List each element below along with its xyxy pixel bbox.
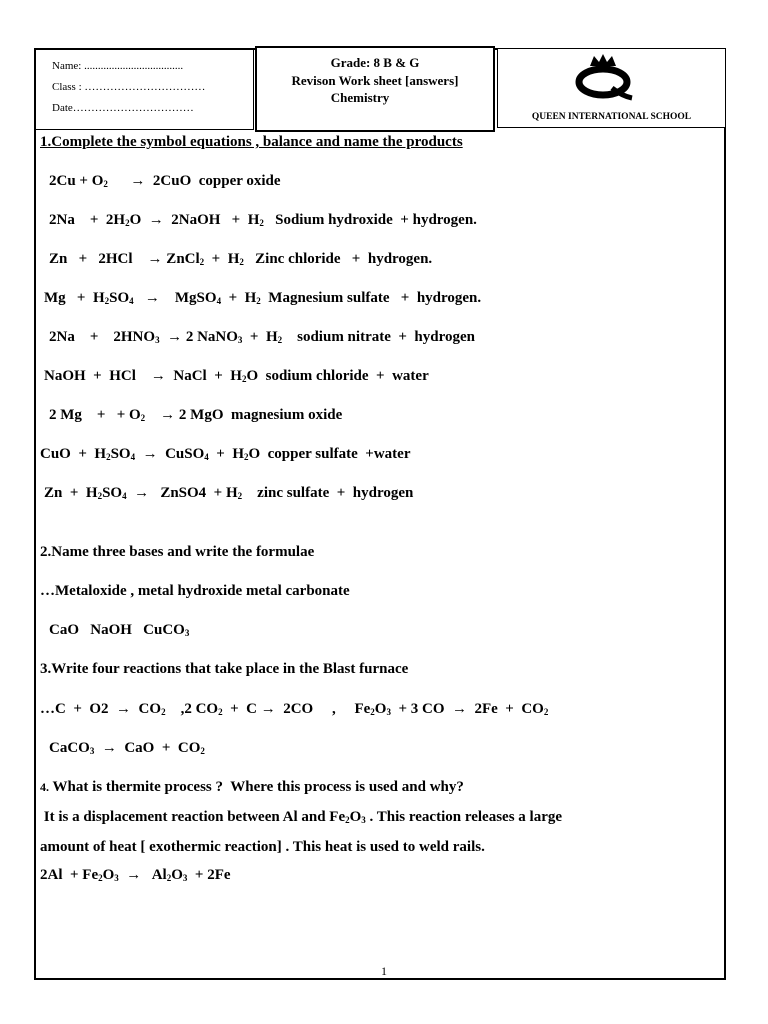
q2-formulae: CaO NaOH CuCO$_3$ <box>49 622 190 638</box>
q4-equation: $2Al + Fe_2O_3 \to Al_2O_3 + 2Fe$ <box>40 867 231 883</box>
worksheet-title: Revison Work sheet [answers] <box>291 73 459 88</box>
q3-reactions-line-1: …C + $O2 \to CO_2$ ,2 $CO_2 + C \to 2CO$ , $Fe_2O_3 + 3$ CO → $2Fe + CO_2$ <box>40 701 549 717</box>
q2-heading: 2.Name three bases and write the formulae <box>40 544 315 560</box>
name-field[interactable]: Name: .................................... <box>52 60 184 72</box>
q3-reactions-line-2: CaCO$_3$ → CaO + $CO_2$ <box>49 740 205 756</box>
q4-answer-line-1: It is a displacement reaction between Al and $Fe_2O_3$ . This reaction releases a large <box>40 809 563 825</box>
class-field[interactable]: Class : …………………………… <box>52 81 206 93</box>
equation-1: $2Cu + O_2$ → 2CuO copper oxide <box>49 173 281 189</box>
equation-5: 2Na + $2HNO_3 \to 2$ NaNO$_3$ + $H_2$ sodium nitrate + hydrogen <box>49 329 475 345</box>
q3-heading: 3.Write four reactions that take place in the Blast furnace <box>40 661 409 677</box>
school-name: QUEEN INTERNATIONAL SCHOOL <box>531 112 692 122</box>
q4-heading: 4. What is thermite process ? Where this process is used and why? <box>40 779 464 795</box>
q2-answer: …Metaloxide , metal hydroxide metal carbonate <box>40 583 350 599</box>
date-field[interactable]: Date…………………………… <box>52 102 194 114</box>
equation-2: 2Na + $2H_2O$ → 2NaOH + $H_2$ Sodium hydroxide + hydrogen. <box>49 212 477 228</box>
equation-4: $Mg + H_2SO_4$ → MgSO$_4$ + $H_2$ Magnesium sulfate + hydrogen. <box>44 290 482 306</box>
q1-heading: 1.Complete the symbol equations , balance and name the products <box>40 134 463 150</box>
equation-3: Zn + 2HCl → ZnCl$_2$ + $H_2$ Zinc chloride + hydrogen. <box>49 251 433 267</box>
equation-8: CuO + $H_2SO_4$ → CuSO$_4$ + $H_2O$ copper sulfate +water <box>40 446 411 462</box>
page-number: 1 <box>381 964 387 978</box>
crown-q-logo-icon <box>568 52 638 102</box>
equation-7: 2 Mg + + $O_2$ → 2 MgO magnesium oxide <box>49 407 343 423</box>
q4-answer-line-2: amount of heat [ exothermic reaction] . This heat is used to weld rails. <box>40 839 485 855</box>
equation-6: NaOH + HCl → NaCl + $H_2O$ sodium chloride + water <box>44 368 429 384</box>
equation-9: $Zn + H_2SO_4$ → ZnSO4 + $H_2$ zinc sulfate + hydrogen <box>44 485 414 501</box>
grade-label: Grade: 8 B & G <box>330 55 420 70</box>
subject-label: Chemistry <box>330 90 390 105</box>
